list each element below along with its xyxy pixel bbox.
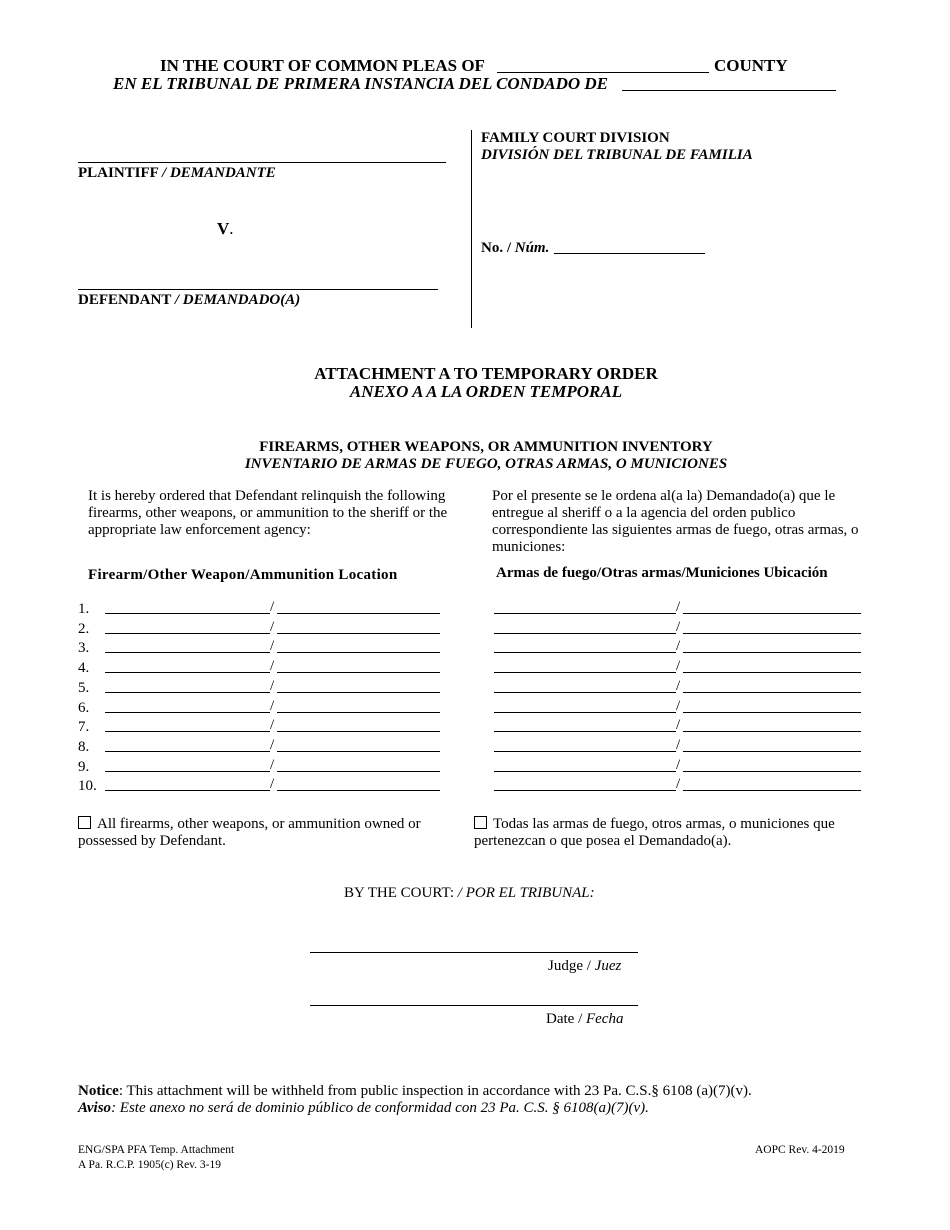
location-blank[interactable] [277, 613, 440, 614]
defendant-es: / DEMANDADO(A) [174, 292, 301, 308]
location-blank[interactable] [277, 751, 440, 752]
location-blank-es[interactable] [683, 692, 861, 693]
number-en: No. / [481, 240, 511, 256]
inventory-row-es [494, 719, 864, 737]
inventory-row [78, 601, 448, 619]
item-blank-es[interactable] [494, 652, 676, 653]
all-firearms-en-text: All firearms, other weapons, or ammunition owned or possessed by Defendant. [78, 816, 421, 849]
notice-label-en: Notice [78, 1083, 119, 1099]
item-blank-es[interactable] [494, 633, 676, 634]
location-blank-es[interactable] [683, 751, 861, 752]
date-signature-line [310, 1005, 638, 1006]
by-the-court [344, 885, 595, 902]
judge-es: Juez [594, 958, 622, 974]
inventory-row-es [494, 618, 864, 639]
all-firearms-es-text: Todas las armas de fuego, otros armas, o municiones que pertenezcan o que posea el Demandado(a). [474, 816, 835, 849]
separator: / [270, 697, 275, 714]
item-blank[interactable] [105, 652, 270, 653]
location-blank[interactable] [277, 790, 440, 791]
location-blank-es[interactable] [683, 633, 861, 634]
inventory-row [78, 640, 448, 658]
separator: / [676, 756, 681, 773]
item-blank-es[interactable] [494, 731, 676, 732]
plaintiff-blank [78, 162, 446, 163]
separator: / [676, 776, 681, 793]
inventory-row [78, 756, 448, 777]
separator: / [270, 736, 275, 753]
separator: / [676, 717, 681, 734]
notice-en [78, 1083, 752, 1100]
item-blank-es[interactable] [494, 751, 676, 752]
location-blank-es[interactable] [683, 771, 861, 772]
inventory-heading-es: INVENTARIO DE ARMAS DE FUEGO, OTRAS ARMAS, O MUNICIONES [244, 456, 728, 472]
by-court-en: BY THE COURT: [344, 885, 455, 901]
row-number: 4. [78, 660, 90, 677]
inventory-row [78, 736, 448, 757]
location-blank-es[interactable] [683, 652, 861, 653]
item-blank[interactable] [105, 633, 270, 634]
location-blank-es[interactable] [683, 790, 861, 791]
division-en: FAMILY COURT DIVISION [481, 130, 670, 146]
order-text-es: Por el presente se le ordena al(a la) Demandado(a) que le entregue al sheriff o a la agencia del orden publico correspondiente las siguientes armas de fuego, otras armas, o municiones: [492, 488, 859, 555]
separator: / [676, 736, 681, 753]
all-firearms-checkbox-en[interactable] [78, 816, 91, 829]
inventory-row [78, 719, 448, 737]
location-blank-es[interactable] [683, 672, 861, 673]
inventory-row [78, 618, 448, 639]
item-blank[interactable] [105, 613, 270, 614]
item-blank-es[interactable] [494, 712, 676, 713]
order-text-en: It is hereby ordered that Defendant relinquish the following firearms, other weapons, or ammunition to the sheriff or the appropriate law enforcement agency: [88, 488, 448, 538]
item-blank[interactable] [105, 751, 270, 752]
inventory-heading-en: FIREARMS, OTHER WEAPONS, OR AMMUNITION INVENTORY [259, 439, 713, 455]
separator: / [676, 658, 681, 675]
location-blank[interactable] [277, 771, 440, 772]
separator: / [270, 717, 275, 734]
item-blank-es[interactable] [494, 771, 676, 772]
plaintiff-en: PLAINTIFF [78, 165, 159, 181]
separator: / [270, 658, 275, 675]
location-blank[interactable] [277, 633, 440, 634]
separator: / [676, 618, 681, 635]
row-number: 9. [78, 758, 90, 775]
separator: / [676, 599, 681, 615]
footer-revision: AOPC Rev. 4-2019 [755, 1144, 845, 1156]
row-number: 6. [78, 699, 90, 716]
location-blank[interactable] [277, 672, 440, 673]
column-header-en: Firearm/Other Weapon/Ammunition Location [88, 567, 398, 583]
inventory-row-es [494, 601, 864, 619]
all-firearms-es [474, 816, 854, 850]
date-es: Fecha [585, 1011, 624, 1027]
attachment-title-es: ANEXO A A LA ORDEN TEMPORAL [349, 382, 623, 401]
all-firearms-en [78, 816, 458, 850]
division-es: DIVISIÓN DEL TRIBUNAL DE FAMILIA [481, 147, 753, 163]
court-title-es: EN EL TRIBUNAL DE PRIMERA INSTANCIA DEL CONDADO DE [113, 74, 608, 93]
inventory-row [78, 660, 448, 678]
notice-es [78, 1100, 649, 1117]
separator: / [270, 599, 275, 615]
inventory-row-es [494, 697, 864, 718]
separator: / [676, 697, 681, 714]
location-blank-es[interactable] [683, 613, 861, 614]
item-blank[interactable] [105, 771, 270, 772]
item-blank[interactable] [105, 692, 270, 693]
county-blank-en [497, 72, 709, 73]
versus: V. [217, 219, 234, 238]
judge-label [548, 958, 621, 975]
row-number: 8. [78, 738, 90, 755]
inventory-row [78, 677, 448, 698]
date-en: Date / [546, 1011, 583, 1027]
separator: / [270, 618, 275, 635]
item-blank[interactable] [105, 672, 270, 673]
inventory-row-es [494, 736, 864, 757]
inventory-row-es [494, 660, 864, 678]
separator: / [676, 638, 681, 655]
row-number: 5. [78, 679, 90, 696]
defendant-en: DEFENDANT [78, 292, 172, 308]
row-number: 1. [78, 601, 90, 617]
plaintiff-es: / DEMANDANTE [162, 165, 276, 181]
caption-divider [471, 130, 472, 328]
all-firearms-checkbox-es[interactable] [474, 816, 487, 829]
inventory-row [78, 778, 448, 796]
inventory-row [78, 697, 448, 718]
item-blank-es[interactable] [494, 672, 676, 673]
case-number-label [481, 240, 549, 257]
footer-form-name: ENG/SPA PFA Temp. Attachment [78, 1144, 235, 1156]
inventory-row-es [494, 756, 864, 777]
location-blank-es[interactable] [683, 712, 861, 713]
item-blank[interactable] [105, 790, 270, 791]
notice-label-es: Aviso [78, 1100, 112, 1116]
location-blank-es[interactable] [683, 731, 861, 732]
separator: / [270, 677, 275, 694]
location-blank[interactable] [277, 652, 440, 653]
item-blank-es[interactable] [494, 692, 676, 693]
case-number-blank [554, 253, 705, 254]
column-header-es: Armas de fuego/Otras armas/Municiones Ubicación [496, 565, 828, 581]
notice-text-es: : Este anexo no será de dominio público de conformidad con 23 Pa. C.S. § 6108(a)(7)(v). [111, 1100, 649, 1116]
versus-text: V [217, 219, 230, 238]
plaintiff-label [78, 165, 276, 182]
defendant-label [78, 292, 300, 309]
county-label: COUNTY [714, 56, 788, 75]
inventory-row-es [494, 778, 864, 796]
row-number: 7. [78, 719, 90, 736]
inventory-row-es [494, 640, 864, 658]
separator: / [270, 776, 275, 793]
item-blank[interactable] [105, 712, 270, 713]
item-blank-es[interactable] [494, 613, 676, 614]
location-blank[interactable] [277, 712, 440, 713]
separator: / [270, 756, 275, 773]
by-court-es: / POR EL TRIBUNAL: [457, 885, 595, 901]
location-blank[interactable] [277, 731, 440, 732]
footer-rule: A Pa. R.C.P. 1905(c) Rev. 3-19 [78, 1159, 222, 1171]
separator: / [270, 638, 275, 655]
court-title-en-text: IN THE COURT OF COMMON PLEAS OF [160, 56, 485, 75]
number-es: Núm. [514, 240, 550, 256]
date-label [546, 1011, 623, 1028]
separator: / [676, 677, 681, 694]
location-blank[interactable] [277, 692, 440, 693]
row-number: 3. [78, 640, 90, 657]
row-number: 2. [78, 620, 90, 637]
judge-signature-line [310, 952, 638, 953]
judge-en: Judge / [548, 958, 591, 974]
row-number: 10. [78, 778, 97, 795]
inventory-row-es [494, 677, 864, 698]
county-blank-es [622, 90, 836, 91]
item-blank[interactable] [105, 731, 270, 732]
item-blank-es[interactable] [494, 790, 676, 791]
attachment-title-en: ATTACHMENT A TO TEMPORARY ORDER [314, 364, 658, 383]
notice-text-en: : This attachment will be withheld from public inspection in accordance with 23 Pa. C.S.§ 6108 (a)(7)(v). [118, 1083, 752, 1099]
defendant-blank [78, 289, 438, 290]
court-title-en [160, 56, 485, 76]
